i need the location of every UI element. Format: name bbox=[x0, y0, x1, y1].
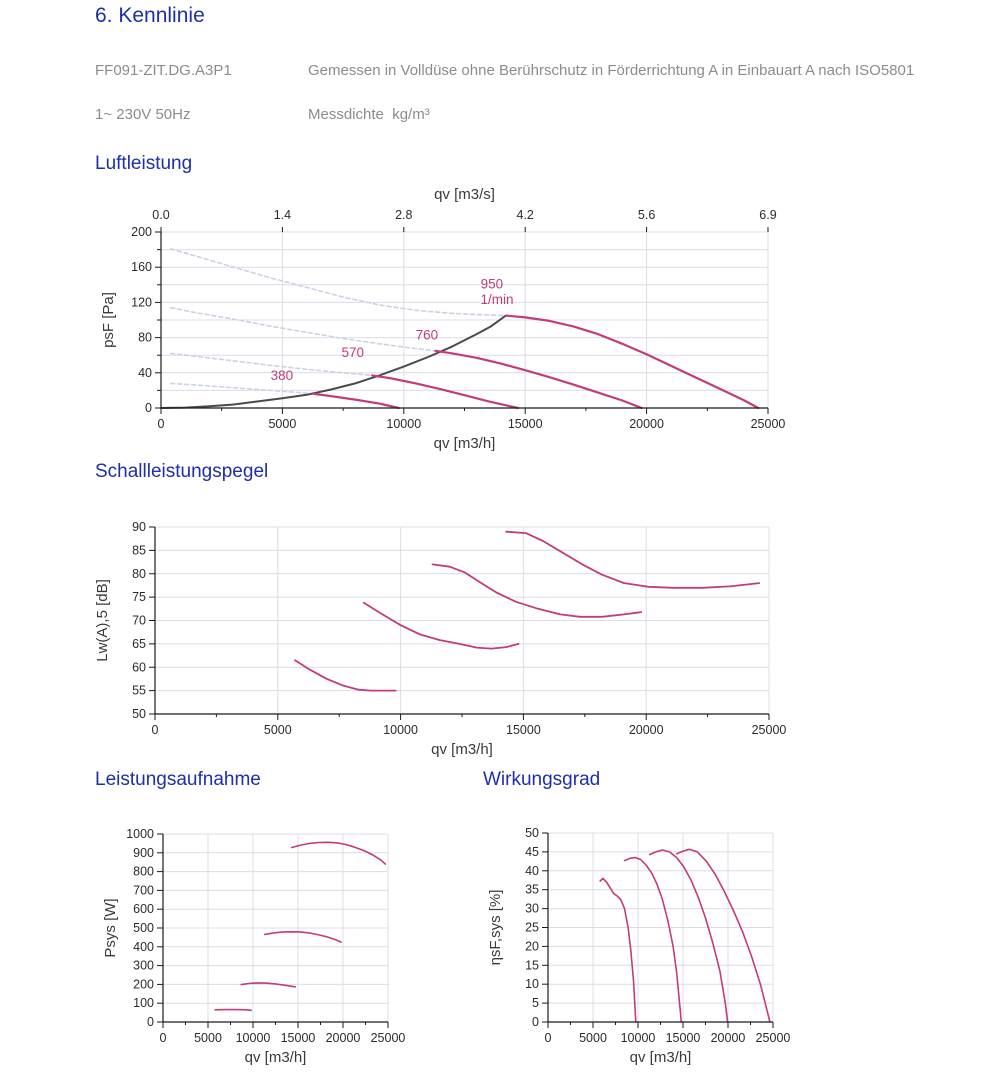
svg-text:50: 50 bbox=[525, 826, 539, 840]
svg-text:75: 75 bbox=[132, 590, 146, 605]
svg-text:1.4: 1.4 bbox=[273, 208, 292, 222]
svg-text:Lw(A),5 [dB]: Lw(A),5 [dB] bbox=[94, 579, 111, 662]
svg-text:Psys [W]: Psys [W] bbox=[102, 898, 119, 958]
svg-text:570: 570 bbox=[341, 344, 365, 360]
svg-text:20000: 20000 bbox=[325, 1031, 361, 1045]
svg-text:10000: 10000 bbox=[620, 1031, 656, 1045]
svg-text:25000: 25000 bbox=[750, 417, 786, 431]
svg-text:25: 25 bbox=[525, 920, 539, 935]
curve-380-1-min bbox=[314, 394, 399, 408]
svg-text:70: 70 bbox=[132, 613, 146, 628]
curve-570-1-min bbox=[364, 603, 519, 649]
curve-760-1-min bbox=[433, 564, 642, 616]
svg-text:1/min: 1/min bbox=[480, 292, 514, 308]
svg-text:800: 800 bbox=[133, 864, 154, 879]
curve-570-1-min bbox=[625, 858, 682, 1022]
svg-text:2.8: 2.8 bbox=[395, 208, 413, 222]
svg-text:60: 60 bbox=[132, 660, 146, 675]
svg-text:0: 0 bbox=[157, 417, 165, 431]
svg-text:5000: 5000 bbox=[194, 1031, 222, 1045]
svg-text:5000: 5000 bbox=[263, 723, 292, 737]
svg-text:45: 45 bbox=[525, 844, 539, 859]
curve-380-1-min bbox=[215, 1010, 251, 1011]
svg-text:0.0: 0.0 bbox=[152, 208, 170, 222]
svg-text:15000: 15000 bbox=[507, 417, 543, 431]
svg-text:160: 160 bbox=[131, 260, 152, 275]
svg-text:ηsF,sys [%]: ηsF,sys [%] bbox=[487, 889, 504, 966]
section-title-efficiency: Wirkungsgrad bbox=[483, 769, 601, 790]
svg-text:500: 500 bbox=[133, 921, 154, 935]
svg-text:40: 40 bbox=[138, 365, 152, 380]
svg-text:100: 100 bbox=[133, 996, 154, 1011]
svg-text:15000: 15000 bbox=[506, 723, 541, 737]
svg-text:25000: 25000 bbox=[755, 1031, 791, 1045]
svg-text:10000: 10000 bbox=[235, 1031, 271, 1045]
density-note: Messdichte kg/m³ bbox=[308, 106, 430, 123]
svg-text:5.6: 5.6 bbox=[637, 208, 656, 222]
svg-text:15000: 15000 bbox=[280, 1031, 316, 1045]
svg-text:15: 15 bbox=[525, 958, 539, 973]
svg-text:qv [m3/h]: qv [m3/h] bbox=[431, 741, 493, 758]
svg-text:10000: 10000 bbox=[383, 723, 418, 737]
curve-380-1-min bbox=[295, 660, 396, 690]
svg-text:20000: 20000 bbox=[628, 723, 664, 737]
svg-text:1000: 1000 bbox=[126, 827, 154, 841]
chart-air-performance bbox=[88, 183, 788, 455]
svg-text:20000: 20000 bbox=[710, 1031, 746, 1045]
svg-text:5000: 5000 bbox=[579, 1031, 607, 1045]
curve-system-limit-curve bbox=[161, 316, 506, 408]
svg-text:20: 20 bbox=[525, 939, 539, 954]
svg-text:85: 85 bbox=[132, 543, 146, 558]
svg-text:15000: 15000 bbox=[665, 1031, 701, 1045]
svg-text:qv [m3/h]: qv [m3/h] bbox=[433, 435, 496, 452]
svg-text:qv [m3/h]: qv [m3/h] bbox=[244, 1049, 307, 1066]
chart-power-input bbox=[88, 820, 418, 1075]
svg-text:120: 120 bbox=[131, 295, 152, 310]
curve-380-1-min bbox=[600, 878, 636, 1022]
chart-sound-power bbox=[88, 500, 788, 762]
svg-text:950: 950 bbox=[480, 276, 504, 292]
svg-text:40: 40 bbox=[525, 863, 539, 878]
section-title-power-input: Leistungsaufnahme bbox=[95, 769, 261, 790]
page-title: 6. Kennlinie bbox=[95, 4, 205, 27]
svg-text:0: 0 bbox=[151, 723, 159, 737]
svg-text:30: 30 bbox=[525, 901, 539, 916]
curve-950-1-min bbox=[506, 532, 759, 588]
svg-text:700: 700 bbox=[133, 883, 154, 898]
svg-text:10000: 10000 bbox=[386, 417, 422, 431]
svg-text:0: 0 bbox=[145, 401, 152, 415]
curve-760-1-min-unstable-region bbox=[171, 308, 436, 351]
curve-570-1-min bbox=[372, 375, 518, 408]
measurement-note: Gemessen in Volldüse ohne Berührschutz in Förderrichtung A in Einbauart A nach ISO5801 bbox=[308, 62, 915, 79]
svg-text:80: 80 bbox=[138, 330, 152, 345]
section-title-sound-power: Schallleistungspegel bbox=[95, 461, 269, 482]
svg-text:0: 0 bbox=[159, 1031, 167, 1045]
svg-text:380: 380 bbox=[270, 367, 294, 383]
curve-950-1-min-unstable-region bbox=[171, 249, 506, 316]
svg-text:10: 10 bbox=[525, 977, 539, 992]
svg-text:200: 200 bbox=[131, 225, 152, 239]
section-title-air-performance: Luftleistung bbox=[95, 153, 193, 174]
svg-text:5000: 5000 bbox=[268, 417, 297, 431]
svg-text:90: 90 bbox=[132, 520, 146, 534]
chart-efficiency bbox=[473, 820, 803, 1075]
curve-950-1-min bbox=[506, 316, 759, 408]
model-number: FF091-ZIT.DG.A3P1 bbox=[95, 62, 232, 79]
svg-text:25000: 25000 bbox=[370, 1031, 406, 1045]
svg-text:55: 55 bbox=[132, 683, 146, 698]
svg-text:900: 900 bbox=[133, 845, 154, 860]
curve-760-1-min bbox=[435, 351, 641, 408]
svg-text:5: 5 bbox=[532, 996, 539, 1011]
svg-text:4.2: 4.2 bbox=[516, 208, 534, 222]
svg-text:760: 760 bbox=[415, 327, 439, 343]
svg-text:psF [Pa]: psF [Pa] bbox=[100, 292, 117, 348]
curve-950-1-min bbox=[677, 849, 770, 1022]
svg-text:300: 300 bbox=[133, 958, 154, 973]
svg-text:400: 400 bbox=[133, 939, 154, 954]
svg-text:6.9: 6.9 bbox=[759, 208, 777, 222]
svg-text:qv [m3/h]: qv [m3/h] bbox=[629, 1049, 692, 1066]
svg-text:65: 65 bbox=[132, 636, 146, 651]
svg-text:0: 0 bbox=[532, 1015, 539, 1029]
curve-760-1-min bbox=[265, 932, 342, 942]
svg-text:600: 600 bbox=[133, 902, 154, 917]
svg-text:35: 35 bbox=[525, 882, 539, 897]
svg-text:50: 50 bbox=[132, 707, 146, 721]
svg-text:25000: 25000 bbox=[751, 723, 787, 737]
svg-text:20000: 20000 bbox=[629, 417, 664, 431]
curve-380-1-min-unstable-region bbox=[171, 383, 314, 394]
svg-text:0: 0 bbox=[147, 1015, 154, 1029]
svg-text:0: 0 bbox=[544, 1031, 552, 1045]
svg-text:200: 200 bbox=[133, 977, 154, 992]
svg-text:80: 80 bbox=[132, 566, 146, 581]
power-supply: 1~ 230V 50Hz bbox=[95, 106, 191, 123]
svg-text:qv [m3/s]: qv [m3/s] bbox=[434, 186, 495, 203]
